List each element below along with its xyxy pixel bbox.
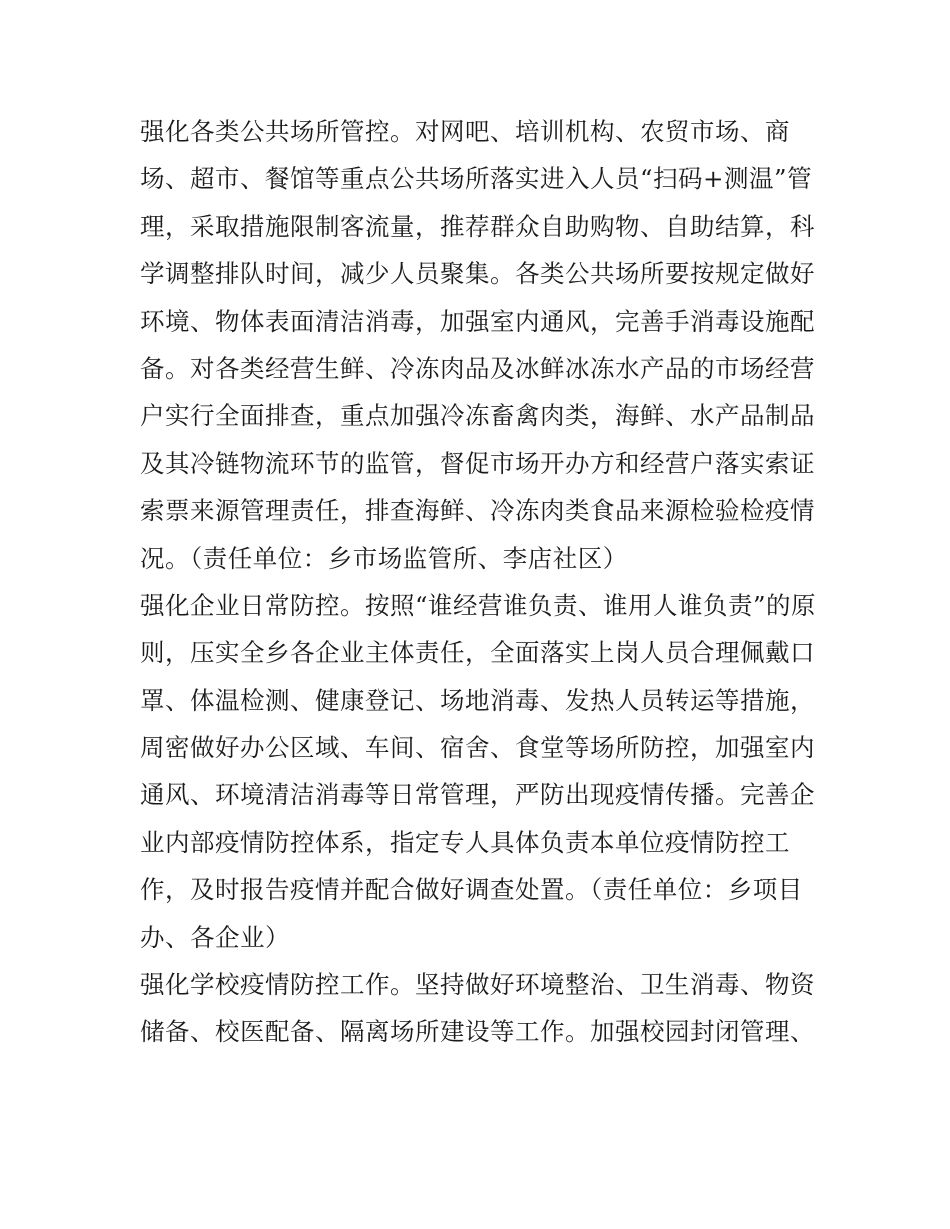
text-line: 及其冷链物流环节的监管，督促市场开办方和经营户落实索证 [140, 448, 815, 478]
text-line: 环境、物体表面清洁消毒，加强室内通风，完善手消毒设施配 [140, 306, 815, 336]
text-line: 学调整排队时间，减少人员聚集。各类公共场所要按规定做好 [140, 259, 815, 289]
document-body [140, 108, 820, 1056]
text-line: 强化学校疫情防控工作。坚持做好环境整治、卫生消毒、物资 [140, 970, 815, 1000]
text-line: 罩、体温检测、健康登记、场地消毒、发热人员转运等措施， [140, 685, 815, 715]
text-line: 况。（责任单位：乡市场监管所、李店社区） [140, 543, 628, 573]
text-line: 备。对各类经营生鲜、冷冻肉品及冰鲜冰冻水产品的市场经营 [140, 353, 815, 383]
text-line: 储备、校医配备、隔离场所建设等工作。加强校园封闭管理、 [140, 1017, 815, 1047]
text-line: 强化企业日常防控。按照“谁经营谁负责、谁用人谁负责”的原 [140, 590, 817, 620]
text-line: 则，压实全乡各企业主体责任，全面落实上岗人员合理佩戴口 [140, 638, 815, 668]
text-line: 强化各类公共场所管控。对网吧、培训机构、农贸市场、商 [140, 117, 790, 146]
text-line: 索票来源管理责任，排查海鲜、冷冻肉类食品来源检验检疫情 [140, 496, 815, 526]
text-line: 户实行全面排查，重点加强冷冻畜禽肉类，海鲜、水产品制品 [140, 401, 815, 431]
text-line: 业内部疫情防控体系，指定专人具体负责本单位疫情防控工 [140, 827, 790, 857]
text-line: 周密做好办公区域、车间、宿舍、食堂等场所防控，加强室内 [140, 733, 815, 763]
text-line: 通风、环境清洁消毒等日常管理，严防出现疫情传播。完善企 [140, 780, 815, 810]
text-line: 理，采取措施限制客流量，推荐群众自助购物、自助结算，科 [140, 211, 815, 241]
text-line: 场、超市、餐馆等重点公共场所落实进入人员“扫码+测温”管 [140, 164, 813, 194]
text-line: 办、各企业） [140, 922, 290, 952]
text-line: 作，及时报告疫情并配合做好调查处置。（责任单位：乡项目 [140, 875, 803, 905]
